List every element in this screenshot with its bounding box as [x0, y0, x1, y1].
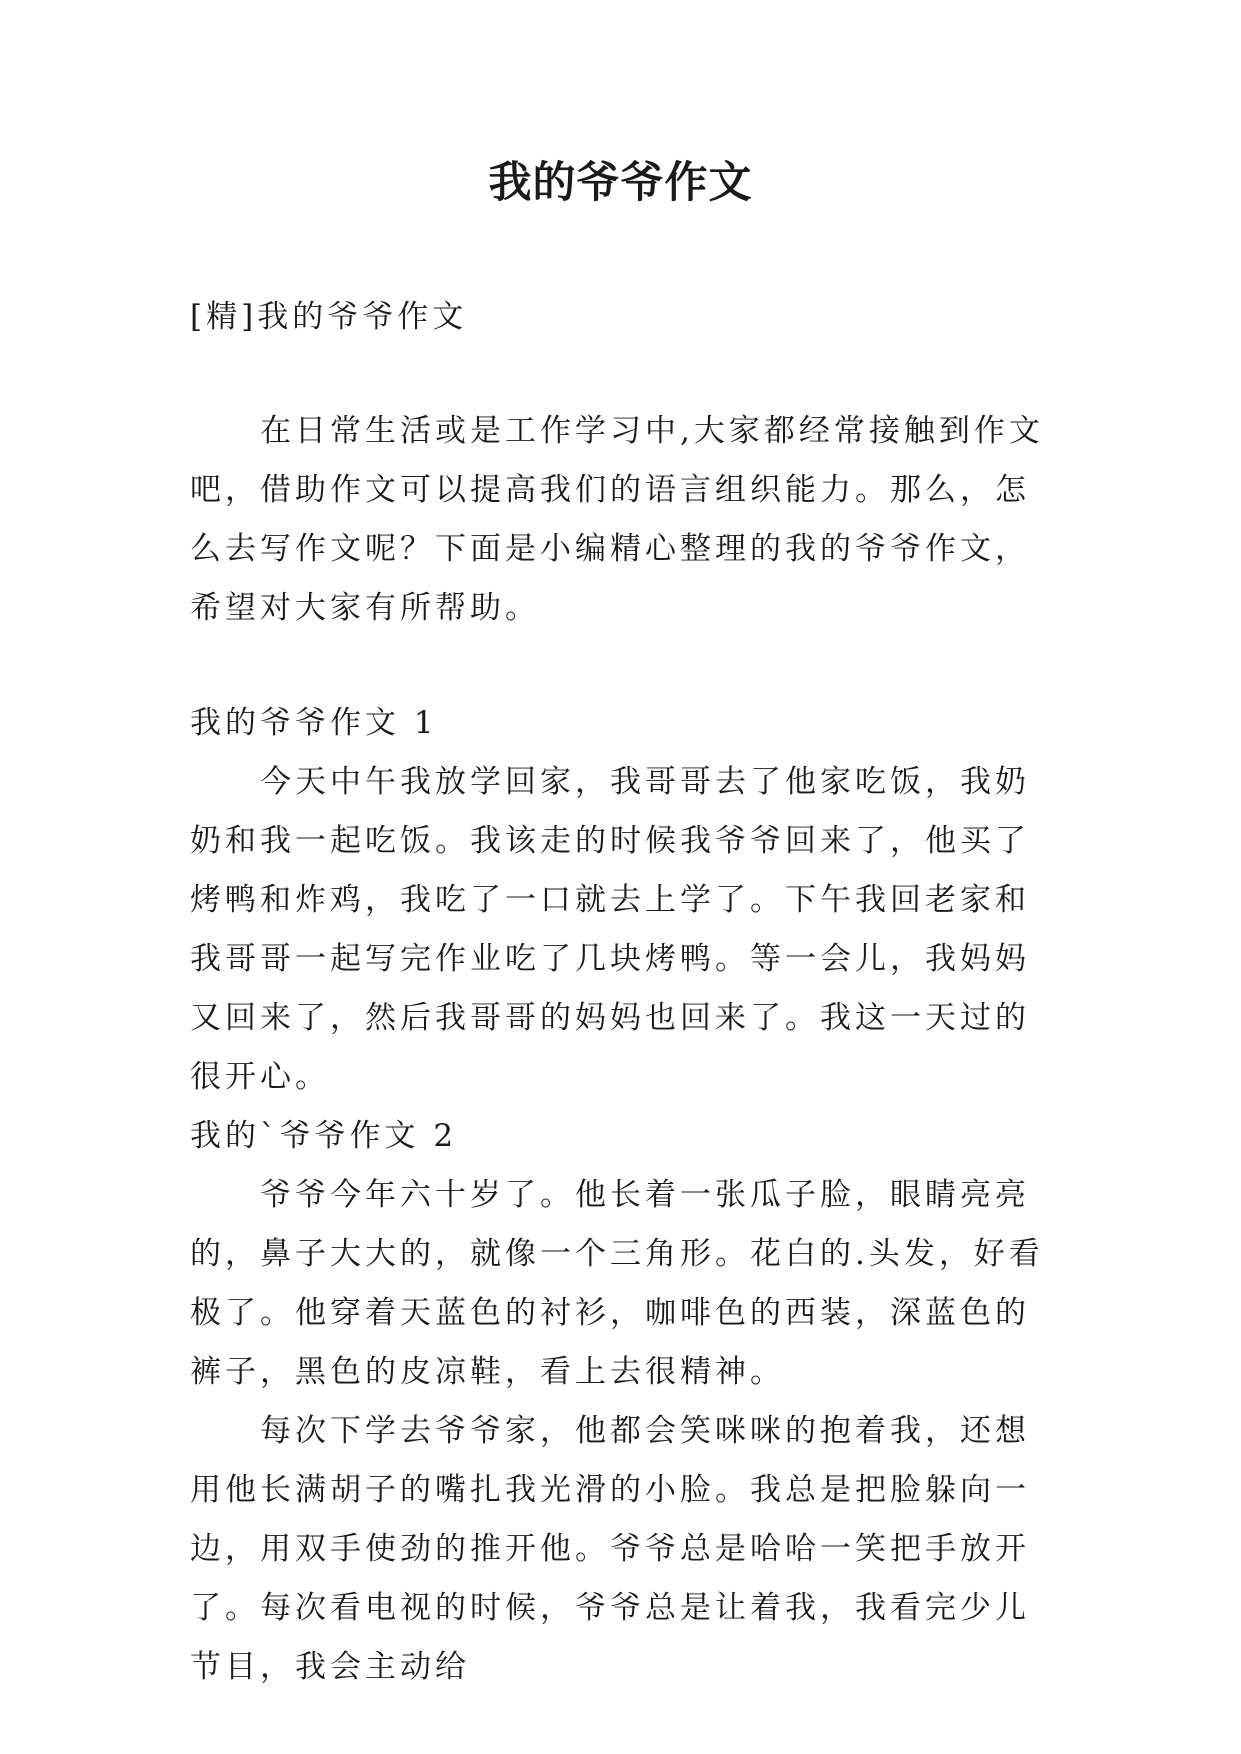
essay-1-paragraph-1: 今天中午我放学回家，我哥哥去了他家吃饭，我奶奶和我一起吃饭。我该走的时候我爷爷回来了，他买了烤鸭和炸鸡，我吃了一口就去上学了。下午我回老家和我哥哥一起写完作业吃了几块烤鸭。等一会儿，我妈妈又回来了，然后我哥哥的妈妈也回来了。我这一天过的很开心。: [190, 764, 1030, 1095]
document-title: 我的爷爷作文: [488, 158, 753, 208]
essay-heading-1: 我的爷爷作文 1: [190, 705, 438, 741]
essay-heading-2: 我的`爷爷作文 2: [190, 1118, 458, 1154]
essay-section: [190, 694, 1060, 1697]
document-subtitle: [精]我的爷爷作文: [190, 299, 468, 335]
intro-paragraph: 在日常生活或是工作学习中,大家都经常接触到作文吧，借助作文可以提高我们的语言组织能力。那么，怎么去写作文呢？下面是小编精心整理的我的爷爷作文，希望对大家有所帮助。: [190, 413, 1044, 626]
essay-2-paragraph-2: 每次下学去爷爷家，他都会笑咪咪的抱着我，还想用他长满胡子的嘴扎我光滑的小脸。我总是把脸躲向一边，用双手使劲的推开他。爷爷总是哈哈一笑把手放开了。每次看电视的时候，爷爷总是让着我，我看完少儿节目，我会主动给: [190, 1413, 1030, 1685]
essay-2-paragraph-1: 爷爷今年六十岁了。他长着一张瓜子脸，眼睛亮亮的，鼻子大大的，就像一个三角形。花白的.头发，好看极了。他穿着天蓝色的衬衫，咖啡色的西装，深蓝色的裤子，黑色的皮凉鞋，看上去很精神。: [190, 1177, 1044, 1390]
